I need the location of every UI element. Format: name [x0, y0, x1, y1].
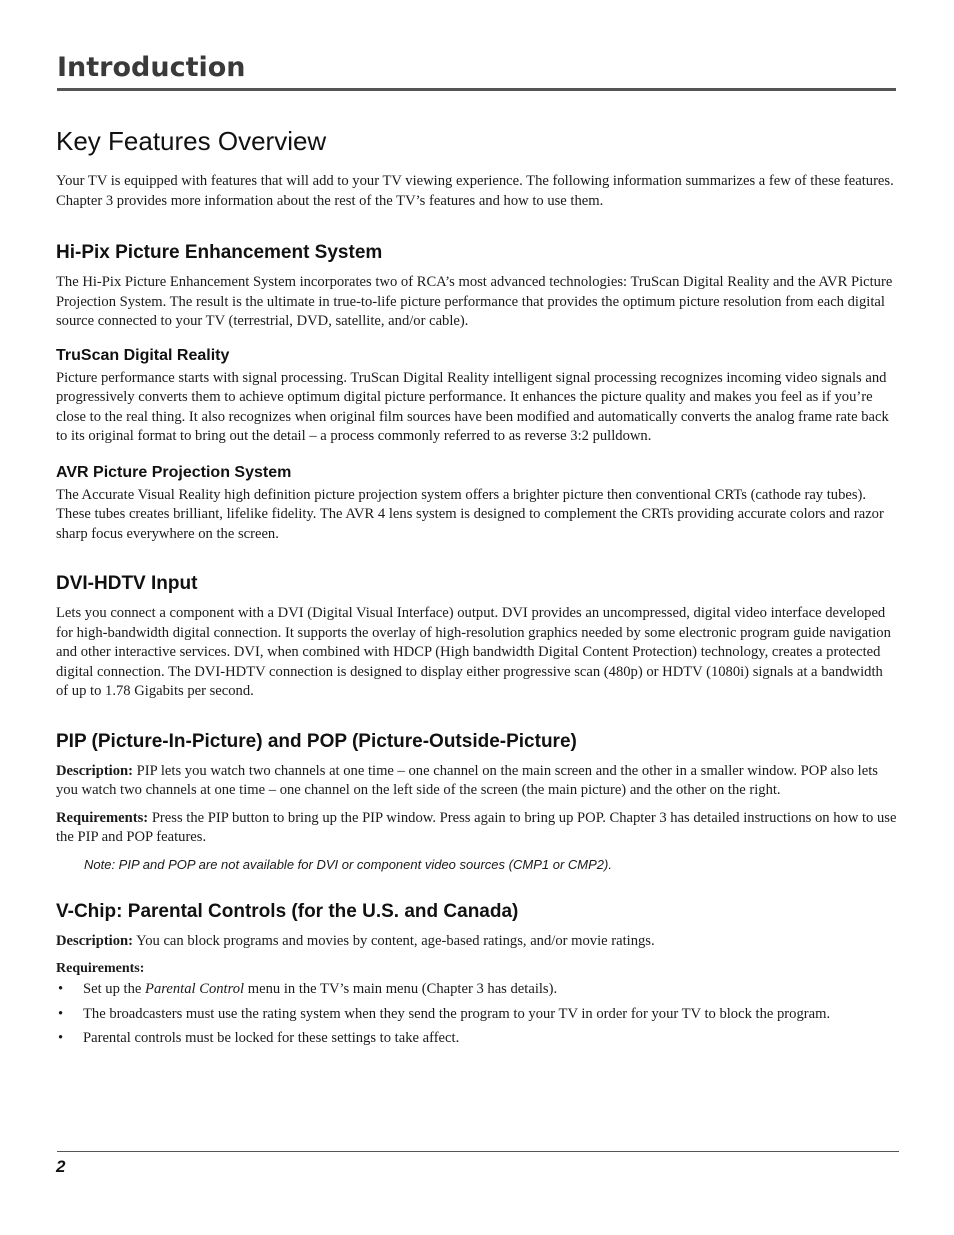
pip-heading: PIP (Picture-In-Picture) and POP (Picture-Outside-Picture) — [56, 730, 577, 752]
page-title: Key Features Overview — [56, 126, 327, 156]
page-number: 2 — [56, 1157, 66, 1176]
bullet-icon: • — [58, 981, 64, 997]
pip-description-text: PIP lets you watch two channels at one time – one channel on the main screen and the other in a smaller window. POP also lets you watch two channels at one time – one channel on the left side of the screen (the main picture) and the other on the right. — [56, 762, 878, 798]
bullet-text: Parental controls must be locked for these settings to take affect. — [83, 1030, 460, 1046]
avr-paragraph: The Accurate Visual Reality high definition picture projection system offers a brighter picture then conventional CRTs (cathode ray tubes). These tubes creates brilliant, lifelike fidelity. The AVR 4 lens system is designed to complement the CRTs providing accurate colors and razor sharp focus everywhere on the screen. — [56, 486, 884, 542]
list-item — [56, 1005, 898, 1025]
vchip-description — [56, 932, 898, 952]
dvi-paragraph: Lets you connect a component with a DVI (Digital Visual Interface) output. DVI provides an uncompressed, digital video interface developed for high-bandwidth digital connection. It supports the overlay of high-resolution graphics needed by some electronic program guide navigation and other interactive services. DVI, when combined with HDCP (High bandwidth Digital Content Protection) technology, creates a protected digital connection. The DVI-HDTV connection is designed to display either progressive scan (480p) or HDTV (1080i) signals at a bandwidth of up to 1.78 Gigabits per second. — [56, 605, 891, 699]
chapter-divider — [57, 88, 896, 91]
bullet-text: The broadcasters must use the rating system when they send the program to your TV in order for your TV to block the program. — [83, 1005, 831, 1022]
hipix-paragraph: The Hi-Pix Picture Enhancement System incorporates two of RCA’s most advanced technologies: TruScan Digital Reality and the AVR Picture Projection System. The result is the ultimate in true-to-life picture performance that provides the optimum picture resolution from each digital source connected to your TV (terrestrial, DVD, satellite, and/or cable). — [56, 274, 893, 329]
bullet-text: Set up the — [83, 981, 146, 997]
bullet-text: menu in the TV’s main menu (Chapter 3 has details). — [244, 981, 558, 997]
dvi-heading: DVI-HDTV Input — [56, 573, 198, 594]
list-item — [56, 980, 898, 1000]
pip-requirements-text: Press the PIP button to bring up the PIP window. Press again to bring up POP. Chapter 3 has detailed instructions on how to use the PIP and POP features. — [56, 809, 897, 845]
vchip-description-text: You can block programs and movies by content, age-based ratings, and/or movie ratings. — [136, 932, 655, 949]
parental-control-menu-name: Parental Control — [145, 981, 245, 997]
chapter-title: Introduction — [57, 52, 246, 83]
vchip-requirements-label: Requirements: — [56, 961, 145, 976]
vchip-heading: V-Chip: Parental Controls (for the U.S. and Canada) — [56, 900, 519, 922]
pip-requirements — [56, 809, 898, 848]
truscan-paragraph: Picture performance starts with signal processing. TruScan Digital Reality intelligent signal processing recognizes incoming video signals and progressively converts them to achieve optimum digital picture performance. It enhances the picture quality and makes you feel as if you’re close to the real thing. It also recognizes when original film sources have been modified and automatically converts the analog frame rate back to its original format to bring out the detail – a process commonly referred to as reverse 3:2 pulldown. — [56, 369, 889, 444]
intro-paragraph: Your TV is equipped with features that will add to your TV viewing experience. The following information summarizes a few of these features. Chapter 3 provides more information about the rest of the TV’s features and how to use them. — [56, 173, 894, 209]
page-content — [56, 124, 898, 1054]
pip-requirements-label: Requirements: — [56, 809, 149, 826]
pip-description — [56, 762, 898, 801]
vchip-description-label: Description: — [56, 932, 134, 949]
truscan-heading: TruScan Digital Reality — [56, 346, 230, 364]
avr-heading: AVR Picture Projection System — [56, 463, 292, 481]
bullet-icon: • — [58, 1005, 64, 1022]
hipix-heading: Hi-Pix Picture Enhancement System — [56, 242, 383, 263]
pip-description-label: Description: — [56, 762, 134, 779]
bullet-icon: • — [58, 1030, 64, 1046]
footer-divider — [57, 1151, 899, 1152]
pip-note: Note: PIP and POP are not available for DVI or component video sources (CMP1 or CMP2). — [84, 856, 612, 872]
vchip-requirements-list — [56, 980, 898, 1049]
list-item — [56, 1029, 898, 1049]
